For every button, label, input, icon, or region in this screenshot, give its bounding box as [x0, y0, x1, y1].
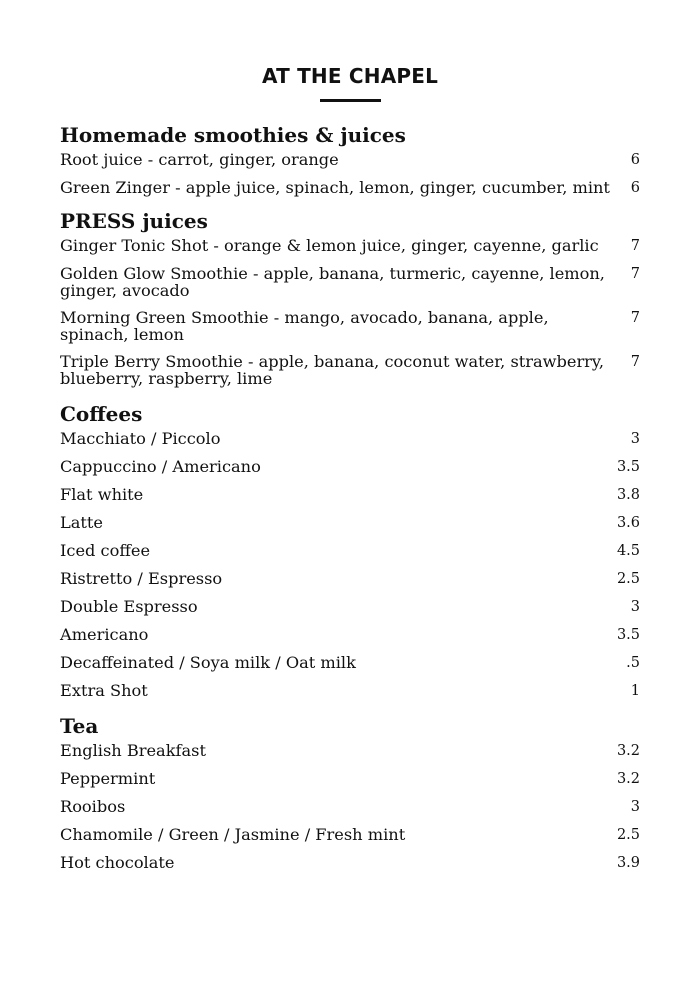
menu-item	[60, 151, 640, 170]
menu-item	[60, 514, 640, 533]
menu-item-price: 2.5	[616, 570, 640, 587]
menu-item-name: Root juice - carrot, ginger, orange	[60, 150, 339, 169]
menu-item-list	[60, 430, 640, 701]
section-title: Tea	[60, 714, 99, 738]
menu-item-name: English Breakfast	[60, 741, 206, 760]
menu-item-price: 3.2	[616, 743, 640, 759]
menu-item-list	[60, 151, 640, 197]
menu-item-price: 7	[630, 353, 640, 370]
menu-item	[60, 486, 640, 505]
menu-item-name: Iced coffee	[60, 540, 151, 560]
menu-item-name: Peppermint	[60, 769, 156, 788]
menu-item-price: 6	[630, 152, 640, 168]
menu-item-name: Golden Glow Smoothie - apple, banana, turmeric, cayenne, lemon, ginger, avocado	[60, 263, 605, 300]
menu-item-price: 1	[630, 682, 640, 699]
menu-item-price: 3.5	[616, 626, 640, 643]
menu-item-price: 3.8	[616, 486, 640, 503]
menu-item-price: 3	[630, 598, 640, 615]
menu-item	[60, 458, 640, 477]
menu-item-price: .5	[626, 654, 640, 671]
title-underline	[320, 99, 381, 102]
menu-item-name: Ginger Tonic Shot - orange & lemon juice, ginger, cayenne, garlic	[60, 236, 599, 255]
menu-item-price: 3.2	[616, 771, 640, 787]
menu-item-list	[60, 742, 640, 873]
menu-item-price: 7	[630, 238, 640, 254]
menu-item	[60, 826, 640, 845]
section-title: PRESS juices	[60, 209, 208, 233]
menu-item-name: Morning Green Smoothie - mango, avocado, banana, apple, spinach, lemon	[60, 307, 549, 344]
menu-item	[60, 179, 640, 198]
menu-item-price: 3.5	[616, 458, 640, 475]
menu-item	[60, 654, 640, 673]
menu-item	[60, 854, 640, 873]
menu-item	[60, 542, 640, 561]
menu-item-price: 7	[630, 265, 640, 282]
menu-item	[60, 598, 640, 617]
menu-item-price: 3	[630, 799, 640, 815]
menu-item-name: Flat white	[60, 484, 144, 504]
menu-item	[60, 265, 640, 300]
menu-item-name: Double Espresso	[60, 596, 198, 616]
menu-item	[60, 742, 640, 761]
menu-item-price: 7	[630, 309, 640, 326]
menu-item-price: 6	[630, 179, 640, 196]
menu-item-name: Americano	[60, 624, 149, 644]
menu-item-price: 4.5	[616, 542, 640, 559]
menu-item-name: Latte	[60, 512, 103, 532]
menu-item	[60, 626, 640, 645]
menu-item-name: Rooibos	[60, 797, 126, 816]
menu-item-price: 3.9	[616, 855, 640, 871]
section-title: Coffees	[60, 401, 143, 426]
section-press-juices	[60, 208, 640, 388]
page-title: AT THE CHAPEL	[261, 64, 439, 88]
section-homemade-smoothies	[60, 122, 640, 197]
menu-header	[60, 0, 640, 102]
menu-item-name: Ristretto / Espresso	[60, 568, 223, 588]
menu-item-name: Cappuccino / Americano	[60, 456, 261, 476]
menu-item-name: Triple Berry Smoothie - apple, banana, coconut water, strawberry, blueberry, raspberry, lime	[60, 351, 605, 388]
menu-item-name: Green Zinger - apple juice, spinach, lemon, ginger, cucumber, mint	[60, 177, 610, 197]
menu-item	[60, 430, 640, 449]
menu-item	[60, 570, 640, 589]
menu-item-list	[60, 237, 640, 388]
menu-item	[60, 353, 640, 388]
section-tea	[60, 713, 640, 873]
menu-item	[60, 770, 640, 789]
menu-item-price: 3.6	[616, 514, 640, 531]
menu-item	[60, 798, 640, 817]
menu-item-price: 2.5	[616, 827, 640, 843]
menu-item-name: Decaffeinated / Soya milk / Oat milk	[60, 652, 356, 672]
menu-item	[60, 237, 640, 256]
menu-item	[60, 309, 640, 344]
menu-item	[60, 682, 640, 701]
menu-item-price: 3	[630, 430, 640, 447]
menu-item-name: Macchiato / Piccolo	[60, 428, 221, 448]
section-title: Homemade smoothies & juices	[60, 123, 406, 147]
section-coffees	[60, 401, 640, 701]
menu-item-name: Hot chocolate	[60, 853, 175, 872]
menu-item-name: Extra Shot	[60, 680, 148, 700]
menu-item-name: Chamomile / Green / Jasmine / Fresh mint	[60, 825, 406, 844]
